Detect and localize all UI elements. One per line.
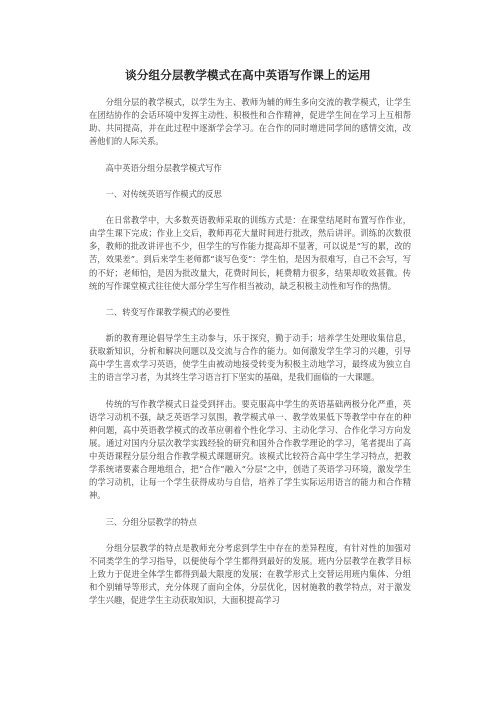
intro-paragraph: 分组分层的教学模式，以学生为主、教师为辅的师生多向交流的教学模式，让学生在团结协作的会话环境中发挥主动性、积极性和合作精神，促进学生间在学习上互相帮助、共同提高，并在此过程中逐渐学会学习。在合作的同时增进同学间的感情交流，改善他们的人际关系。 xyxy=(89,97,411,147)
section-1-paragraph: 在日常教学中，大多数英语教师采取的训练方式是：在课堂结尾时布置写作作业，由学生课下完成；作业上交后，教师再花大量时间进行批改，然后讲评。训练的次数很多，教师的批改讲评也不少，但学生的写作能力提高却不显著，可以说是“写的累，改的苦，效果差”。到后来学生老师都“谈写色变”：学生怕，是因为很难写，自己不会写，写的不好；老师怕，是因为批改量大，花费时间长，耗费精力很多，结果却收效甚微。传统的写作课堂模式往往使大部分学生写作相当被动，缺乏积极主动性和写作的热情。 xyxy=(89,215,411,291)
document-body xyxy=(89,96,411,607)
document-title: 谈分组分层教学模式在高中英语写作课上的运用 xyxy=(125,68,371,82)
section-heading-2: 二、转变写作课教学模式的必要性 xyxy=(105,306,231,317)
section-3-paragraph: 分组分层教学的特点是教师充分考虑到学生中存在的差异程度，有针对性的加强对不同类学生的学习指导，以便使每个学生都得到最好的发展。班内分层教学在教学目标上致力于促进全体学生都得到最大限度的发展；在教学形式上交替运用班内集体、分组和个别辅导等形式，充分体现了面向全体，分层优化，因材施教的教学特点，对于激发学生兴趣，促进学生主动获取知识，大面积提高学习 xyxy=(89,542,411,606)
keywords-line: 高中英语分组分层教学模式写作 xyxy=(105,162,222,173)
section-heading-1: 一、对传统英语写作模式的反思 xyxy=(105,188,222,199)
section-heading-3: 三、分组分层教学的特点 xyxy=(105,516,197,527)
section-2-paragraph-2: 传统的写作教学模式日益受到抨击。要克服高中学生的英语基础两极分化严重，英语学习动机不强，缺乏英语学习氛围，教学模式单一、教学效果低下等教学中存在的种种问题，高中英语教学模式的改革应朝着个性化学习、主动化学习、合作化学习方向发展。通过对国内分层次教学实践经验的研究和国外合作教学理论的学习，笔者提出了高中英语课程分层分组合作教学模式课题研究。该模式比较符合高中学生学习特点，把教学系统诸要素合理地组合，把“合作”融入“分层”之中，创造了英语学习环境，激发学生的学习动机，让每一个学生获得成功与自信，培养了学生实际运用语言的能力和合作精神。 xyxy=(89,398,411,501)
section-2-paragraph-1: 新的教育理论倡导学生主动参与，乐于探究，勤于动手；培养学生处理收集信息，获取新知识，分析和解决问题以及交流与合作的能力。如何激发学生学习的兴趣，引导高中学生喜欢学习英语，使学生由被动地接受转变为积极主动地学习，最终成为独立自主的语言学习者，为其终生学习语言打下坚实的基础，是我们面临的一大课题。 xyxy=(89,333,411,383)
